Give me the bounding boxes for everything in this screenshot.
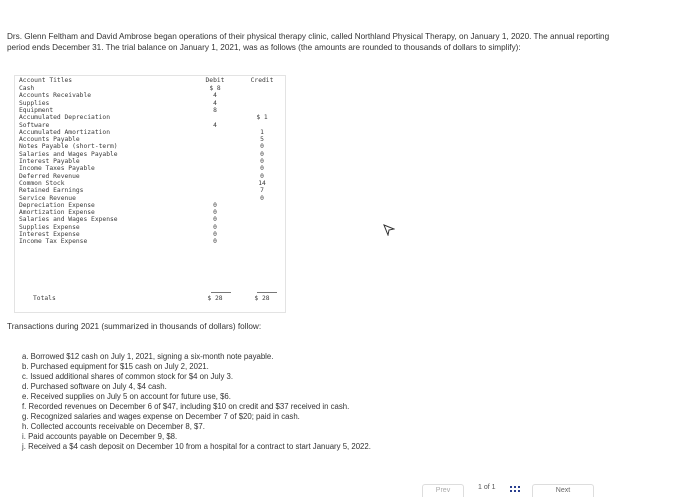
debit-cell: 0 <box>213 231 217 238</box>
transaction-item: f. Recorded revenues on December 6 of $47, including $10 on credit and $37 received in cash. <box>22 402 350 411</box>
header-account-titles: Account Titles <box>19 77 73 84</box>
account-title: Supplies Expense <box>19 223 80 231</box>
debit-cell: $ 8 <box>209 85 221 92</box>
debit-cell: 0 <box>213 223 217 231</box>
account-title: Income Taxes Payable <box>19 165 95 173</box>
table-header <box>15 77 285 85</box>
credit-cell: 14 <box>258 179 266 187</box>
credit-total-rule <box>257 292 277 293</box>
account-title: Service Revenue <box>19 194 76 202</box>
transaction-item: c. Issued additional shares of common stock for $4 on July 3. <box>22 372 234 381</box>
transaction-item: i. Paid accounts payable on December 9, $8. <box>22 432 178 441</box>
account-title: Salaries and Wages Payable <box>19 150 118 158</box>
debit-total-rule <box>211 292 231 293</box>
account-title: Notes Payable (short-term) <box>19 143 118 151</box>
transaction-item: d. Purchased software on July 4, $4 cash. <box>22 382 167 391</box>
debit-cell: 4 <box>213 92 217 100</box>
credit-cell: 0 <box>260 158 264 165</box>
debit-cell: 8 <box>213 106 217 114</box>
transaction-item: h. Collected accounts receivable on December 8, $7. <box>22 422 205 431</box>
credit-cell: 0 <box>260 150 264 158</box>
debit-cell: 0 <box>213 238 217 246</box>
account-title: Equipment <box>19 106 54 114</box>
totals-row <box>15 295 285 303</box>
account-title: Accumulated Depreciation <box>19 114 110 122</box>
trial-balance-table <box>14 75 286 313</box>
transaction-item: e. Received supplies on July 5 on account for future use, $6. <box>22 392 231 401</box>
credit-cell: 7 <box>260 187 264 195</box>
account-title: Accounts Payable <box>19 136 80 144</box>
account-title: Common Stock <box>19 179 65 187</box>
account-title: Salaries and Wages Expense <box>19 216 118 224</box>
credit-cell: 0 <box>260 194 264 202</box>
debit-cell: 0 <box>213 201 217 209</box>
problem-intro: Drs. Glenn Feltham and David Ambrose began operations of their physical therapy clinic, called Northland Physical Therapy, on January 1, 2020. The annual reporting period ends December 31. The trial balance on January 1, 2021, was as follows (the amounts are rounded to thousands of dollars to simplify): <box>7 32 610 52</box>
debit-cell: 4 <box>213 121 217 129</box>
account-title: Accumulated Amortization <box>19 128 110 136</box>
transaction-item: a. Borrowed $12 cash on July 1, 2021, signing a six-month note payable. <box>22 352 274 361</box>
account-title: Interest Payable <box>19 158 80 165</box>
prev-button[interactable]: Prev <box>422 484 464 497</box>
header-debit: Debit <box>205 77 225 84</box>
credit-cell: 0 <box>260 165 264 173</box>
mouse-pointer-icon <box>383 224 395 236</box>
account-title: Deferred Revenue <box>19 172 80 180</box>
account-title: Depreciation Expense <box>19 201 95 209</box>
account-title: Supplies <box>19 99 50 107</box>
credit-cell: $ 1 <box>256 114 268 122</box>
page-indicator: 1 of 1 <box>478 484 496 491</box>
account-title: Amortization Expense <box>19 209 95 217</box>
grid-icon[interactable] <box>510 486 520 494</box>
account-title: Software <box>19 121 50 129</box>
account-title: Interest Expense <box>19 231 80 238</box>
credit-cell: 0 <box>260 143 264 151</box>
credit-cell: 5 <box>260 136 264 144</box>
account-title: Retained Earnings <box>19 187 84 195</box>
totals-debit: $ 28 <box>207 295 223 302</box>
credit-cell: 0 <box>260 172 264 180</box>
account-title: Cash <box>19 85 35 92</box>
account-title: Accounts Receivable <box>19 92 92 100</box>
totals-label: Totals <box>33 295 56 302</box>
transaction-item: j. Received a $4 cash deposit on December 10 from a hospital for a contract to start January 5, 2022. <box>22 442 371 451</box>
transaction-item: g. Recognized salaries and wages expense on December 7 of $20; paid in cash. <box>22 412 300 421</box>
transactions-list <box>22 352 371 452</box>
totals-credit: $ 28 <box>254 295 270 302</box>
credit-cell: 1 <box>260 128 264 136</box>
table-row <box>15 238 285 246</box>
debit-cell: 4 <box>213 99 217 107</box>
debit-cell: 0 <box>213 216 217 224</box>
account-title: Income Tax Expense <box>19 238 88 246</box>
debit-cell: 0 <box>213 209 217 217</box>
transaction-item: b. Purchased equipment for $15 cash on July 2, 2021. <box>22 362 209 371</box>
transactions-heading: Transactions during 2021 (summarized in thousands of dollars) follow: <box>7 322 262 331</box>
header-credit: Credit <box>250 77 274 84</box>
next-button[interactable]: Next <box>532 484 594 497</box>
